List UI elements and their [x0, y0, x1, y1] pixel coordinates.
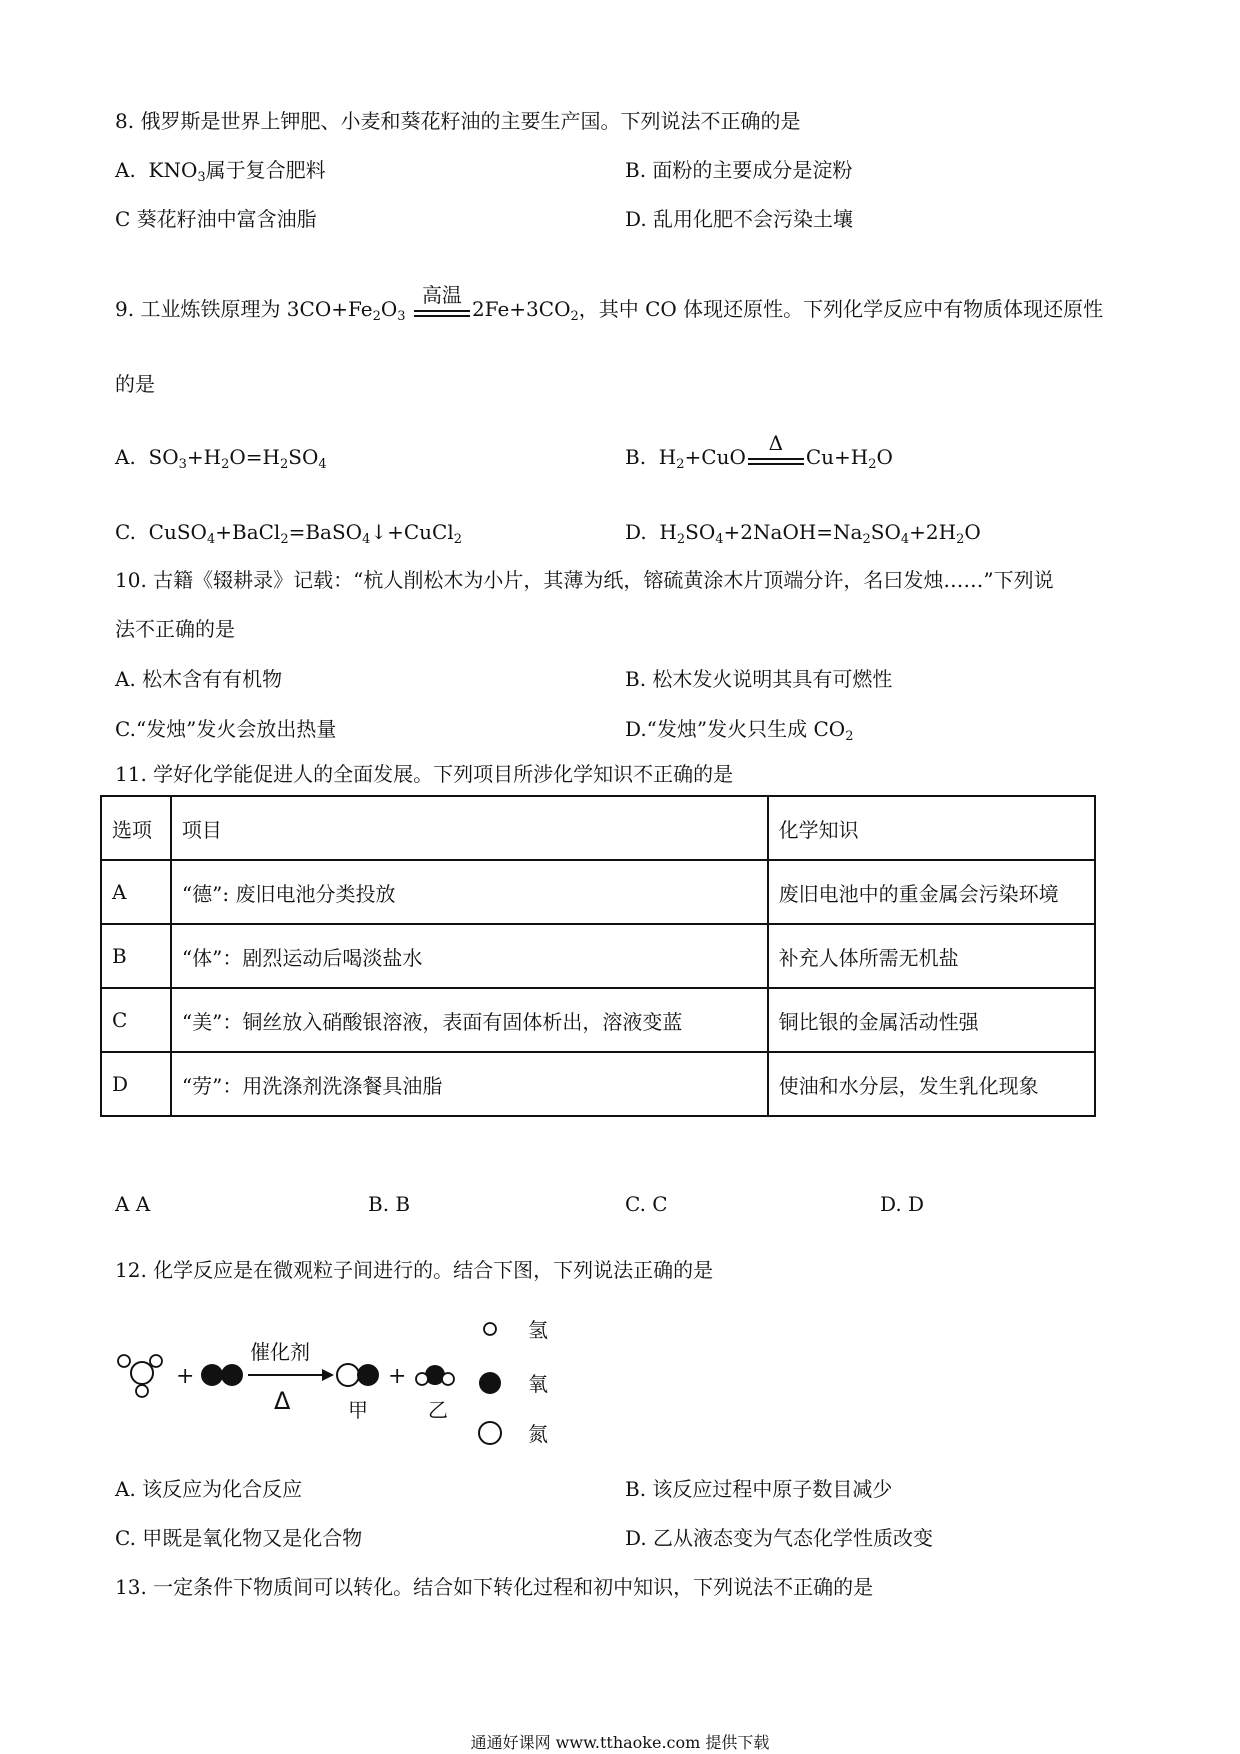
q8-option-c: C 葵花籽油中富含油脂 [115, 207, 317, 231]
q10-option-a: A. 松木含有有机物 [115, 667, 283, 691]
q11-option-b: B. B [368, 1192, 411, 1216]
high-temp-condition: 高温 [414, 301, 470, 321]
svg-text:氢: 氢 [528, 1318, 548, 1342]
table-row [101, 988, 1095, 1052]
table-cell: C [101, 988, 171, 1052]
table-cell: A [101, 860, 171, 924]
q8-stem: 8. 俄罗斯是世界上钾肥、小麦和葵花籽油的主要生产国。下列说法不正确的是 [115, 109, 801, 133]
table-cell: B [101, 924, 171, 988]
q12-stem: 12. 化学反应是在微观粒子间进行的。结合下图，下列说法正确的是 [115, 1258, 714, 1282]
arrow-head-icon [322, 1369, 334, 1381]
table-header-cell: 选项 [101, 796, 171, 860]
q10-option-b: B. 松木发火说明其具有可燃性 [625, 667, 893, 691]
q9-option-c: C. CuSO$_4$+BaCl$_2$=BaSO$_4$↓+CuCl$_2$ [115, 520, 463, 547]
label-yi: 乙 [428, 1398, 448, 1422]
page-footer: 通通好课网 www.tthaoke.com 提供下载 [470, 1733, 770, 1752]
table-row [101, 924, 1095, 988]
oxygen-molecule-icon [201, 1364, 243, 1386]
svg-text:氮: 氮 [528, 1422, 548, 1446]
table-header-cell: 化学知识 [768, 796, 1095, 860]
q9-stem: 9. 工业炼铁原理为 $3CO+Fe_2O_3$ 高温 $2Fe+3CO_2$，其中 CO 体现还原性。下列化学反应中有物质体现还原性 [115, 282, 1104, 324]
product-jia-molecule-icon [337, 1364, 379, 1386]
table-cell: “劳”：用洗涤剂洗涤餐具油脂 [171, 1052, 768, 1116]
table-header-row [101, 796, 1095, 860]
table-row [101, 1052, 1095, 1116]
catalyst-label: 催化剂 [250, 1340, 310, 1364]
heat-label: Δ [274, 1387, 291, 1415]
table-cell: D [101, 1052, 171, 1116]
ammonia-molecule-icon [118, 1355, 162, 1397]
reaction-diagram [110, 1305, 570, 1455]
q9-option-a: A. $SO_3+H_2O=H_2SO_4$ [115, 445, 327, 472]
q12-option-d: D. 乙从液态变为气态化学性质改变 [625, 1526, 934, 1550]
q10-option-c: C.“发烛”发火会放出热量 [115, 717, 337, 741]
label-jia: 甲 [348, 1398, 368, 1422]
q12-option-a: A. 该反应为化合反应 [115, 1477, 303, 1501]
table-cell: 使油和水分层，发生乳化现象 [768, 1052, 1095, 1116]
q9-option-b: B. $H_2+CuO$ Δ $Cu+H_2O$ [625, 430, 893, 472]
legend-nitrogen [479, 1422, 548, 1446]
q10-option-d: D.“发烛”发火只生成 $CO_2$ [625, 717, 854, 744]
q10-stem-line2: 法不正确的是 [115, 617, 235, 641]
q10-stem: 10. 古籍《辍耕录》记载：“杭人削松木为小片，其薄为纸，镕硫黄涂木片顶端分许，名曰发烛……”下列说 [115, 568, 1054, 592]
table-cell: “体”：剧烈运动后喝淡盐水 [171, 924, 768, 988]
heat-condition: Δ [748, 449, 804, 469]
table-cell: 补充人体所需无机盐 [768, 924, 1095, 988]
q11-stem: 11. 学好化学能促进人的全面发展。下列项目所涉化学知识不正确的是 [115, 762, 734, 786]
table-header-cell: 项目 [171, 796, 768, 860]
table-row [101, 860, 1095, 924]
legend-hydrogen [484, 1318, 548, 1342]
q11-table [100, 795, 1096, 1117]
q9-stem-line2: 的是 [115, 372, 155, 396]
q8-option-d: D. 乱用化肥不会污染土壤 [625, 207, 854, 231]
q12-option-b: B. 该反应过程中原子数目减少 [625, 1477, 893, 1501]
svg-text:氧: 氧 [528, 1372, 548, 1396]
plus-sign: + [176, 1364, 195, 1389]
q13-stem: 13. 一定条件下物质间可以转化。结合如下转化过程和初中知识，下列说法不正确的是 [115, 1575, 874, 1599]
q11-option-c: C. C [625, 1192, 668, 1216]
q8-option-a: A. $KNO_3$属于复合肥料 [115, 158, 326, 185]
table-cell: “美”：铜丝放入硝酸银溶液，表面有固体析出，溶液变蓝 [171, 988, 768, 1052]
q9-option-d: D. $H_2SO_4+2NaOH=Na_2SO_4+2H_2O$ [625, 520, 981, 547]
product-yi-molecule-icon [416, 1365, 454, 1385]
legend-oxygen [479, 1372, 548, 1396]
plus-sign: + [388, 1364, 407, 1389]
q8-option-b: B. 面粉的主要成分是淀粉 [625, 158, 853, 182]
q11-option-d: D. D [880, 1192, 925, 1216]
q12-option-c: C. 甲既是氧化物又是化合物 [115, 1526, 363, 1550]
q11-option-a: A A [115, 1192, 151, 1216]
table-cell: “德”: 废旧电池分类投放 [171, 860, 768, 924]
table-cell: 废旧电池中的重金属会污染环境 [768, 860, 1095, 924]
table-cell: 铜比银的金属活动性强 [768, 988, 1095, 1052]
